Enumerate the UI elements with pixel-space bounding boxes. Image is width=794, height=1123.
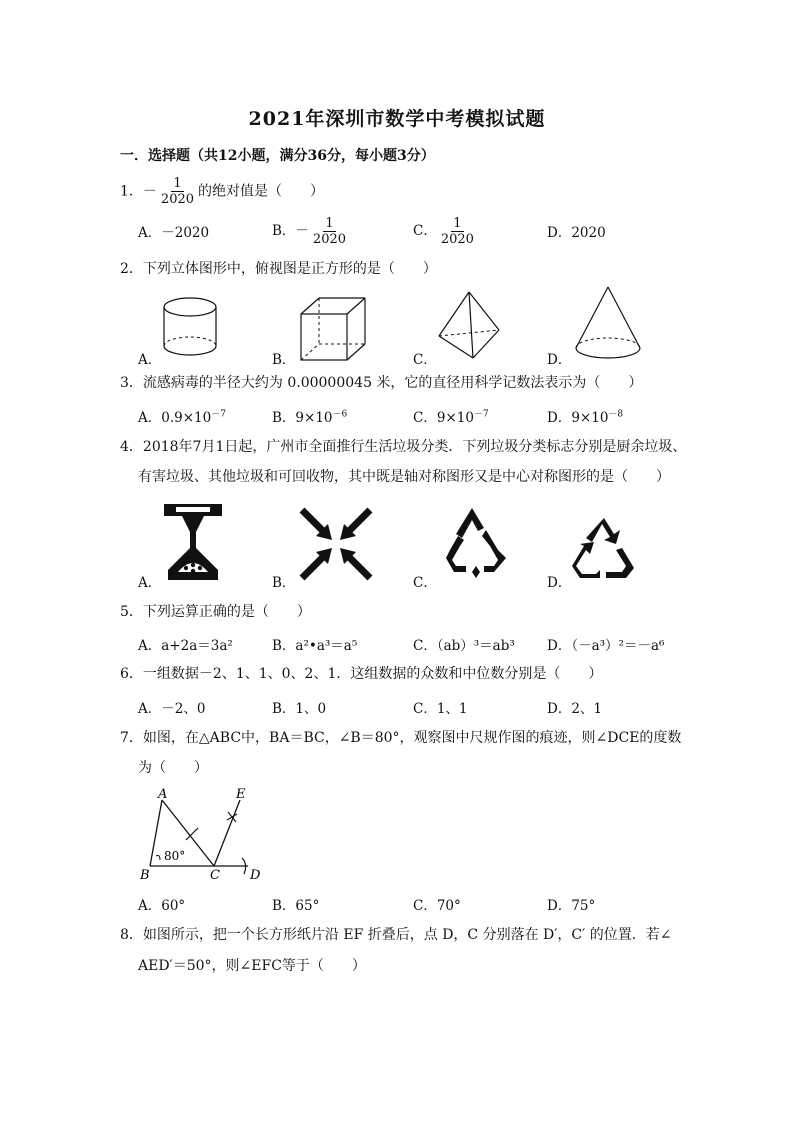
q6-option-c: C．1、1 (413, 701, 468, 717)
q1-option-c-fraction (439, 216, 476, 247)
page-title: 2021年深圳市数学中考模拟试题 (248, 108, 546, 130)
q1-option-b (272, 216, 350, 247)
q7-option-a: A．60° (138, 898, 186, 914)
q4-label-d: D． (547, 575, 572, 591)
q3-d-exp: －8 (608, 409, 624, 420)
q6-option-a: A．－2、0 (138, 701, 206, 717)
q1-fraction (159, 176, 196, 207)
question-3: 3．流感病毒的半径大约为 0.00000045 米，它的直径用科学记数法表示为（ ） (120, 375, 643, 391)
q1-stem: 的绝对值是（ ） (198, 183, 325, 200)
fig7-angle-label: 80° (164, 849, 186, 863)
other-waste-icon (436, 506, 508, 580)
q5-option-d: D．（－a³）²＝－a⁶ (547, 638, 665, 654)
q3-option-a (138, 406, 226, 426)
q3-option-b (272, 406, 347, 426)
cone-figure (570, 284, 650, 364)
q3-c-exp: －7 (473, 409, 489, 420)
q3-option-c (413, 406, 489, 426)
q1-b-num: 1 (325, 216, 334, 231)
question-4-line-2: 有害垃圾、其他垃圾和可回收物，其中既是轴对称图形又是中心对称图形的是（ ） (138, 469, 670, 485)
cube-figure (295, 294, 375, 364)
hazardous-waste-icon (298, 506, 374, 582)
q1-option-a: A．－2020 (138, 225, 210, 241)
q1-option-b-label: B．－ (272, 223, 309, 239)
q5-option-c: C．（ab）³＝ab³ (413, 638, 515, 654)
q6-option-b: B．1、0 (272, 701, 327, 717)
q3-c-base: C．9×10 (413, 410, 474, 426)
triangle-construction-figure (136, 784, 266, 884)
fig7-label-b: B (140, 868, 150, 883)
q5-option-a: A．a+2a＝3a² (138, 638, 233, 654)
fig7-label-c: C (210, 868, 220, 883)
q1-option-c-label: C． (413, 223, 437, 239)
q1-option-d: D．2020 (547, 225, 606, 241)
q3-d-base: D．9×10 (547, 410, 609, 426)
q4-label-b: B． (272, 575, 296, 591)
q1-c-num: 1 (453, 216, 462, 231)
fig7-label-e: E (236, 787, 246, 802)
q1-option-c (413, 216, 478, 247)
q3-option-d (547, 406, 623, 426)
q3-a-base: A．0.9×10 (138, 410, 212, 426)
q1-frac-num: 1 (173, 176, 182, 191)
q2-label-d: D． (547, 352, 572, 368)
question-2: 2．下列立体图形中，俯视图是正方形的是（ ） (120, 261, 437, 277)
fig7-label-a: A (158, 787, 168, 802)
question-8-line-1: 8．如图所示，把一个长方形纸片沿 EF 折叠后，点 D，C 分别落在 D′，C′ 的位置．若∠ (120, 927, 672, 943)
section-heading: 一．选择题（共12小题，满分36分，每小题3分） (120, 148, 435, 164)
question-8-line-2: AED′＝50°，则∠EFC等于（ ） (138, 958, 366, 974)
q3-b-base: B．9×10 (272, 410, 333, 426)
q5-option-b: B．a²•a³＝a⁵ (272, 638, 358, 654)
q7-option-b: B．65° (272, 898, 320, 914)
q1-frac-den: 2020 (160, 192, 195, 207)
q6-option-d: D．2、1 (547, 701, 603, 717)
q1-b-den: 2020 (312, 232, 347, 247)
q1-number: 1． (120, 183, 143, 200)
q7-option-c: C．70° (413, 898, 461, 914)
q1-c-den: 2020 (440, 232, 474, 247)
q7-option-d: D．75° (547, 898, 596, 914)
question-7-line-1: 7．如图，在△ABC中，BA＝BC，∠B＝80°，观察图中尺规作图的痕迹，则∠DCE的度数 (120, 730, 682, 746)
recycling-icon (570, 516, 642, 582)
cylinder-figure (155, 294, 225, 364)
q1-minus: － (142, 183, 157, 200)
q3-b-exp: －6 (332, 409, 348, 420)
fig7-label-d: D (250, 868, 261, 883)
q3-a-exp: －7 (211, 409, 226, 420)
pyramid-figure (435, 288, 507, 364)
question-7-line-2: 为（ ） (138, 760, 208, 776)
q4-label-a: A． (138, 575, 162, 591)
q2-label-a: A． (138, 352, 162, 368)
q2-label-b: B． (272, 352, 296, 368)
q1-option-b-fraction (311, 216, 348, 247)
q4-label-c: C． (413, 575, 437, 591)
question-5: 5．下列运算正确的是（ ） (120, 604, 311, 620)
kitchen-waste-icon (162, 500, 224, 582)
q2-label-c: C． (413, 352, 437, 368)
question-6: 6．一组数据－2、1、1、0、2、1．这组数据的众数和中位数分别是（ ） (120, 666, 603, 682)
question-1 (120, 176, 324, 207)
question-4-line-1: 4．2018年7月1日起，广州市全面推行生活垃圾分类．下列垃圾分类标志分别是厨余垃圾、 (120, 439, 687, 455)
